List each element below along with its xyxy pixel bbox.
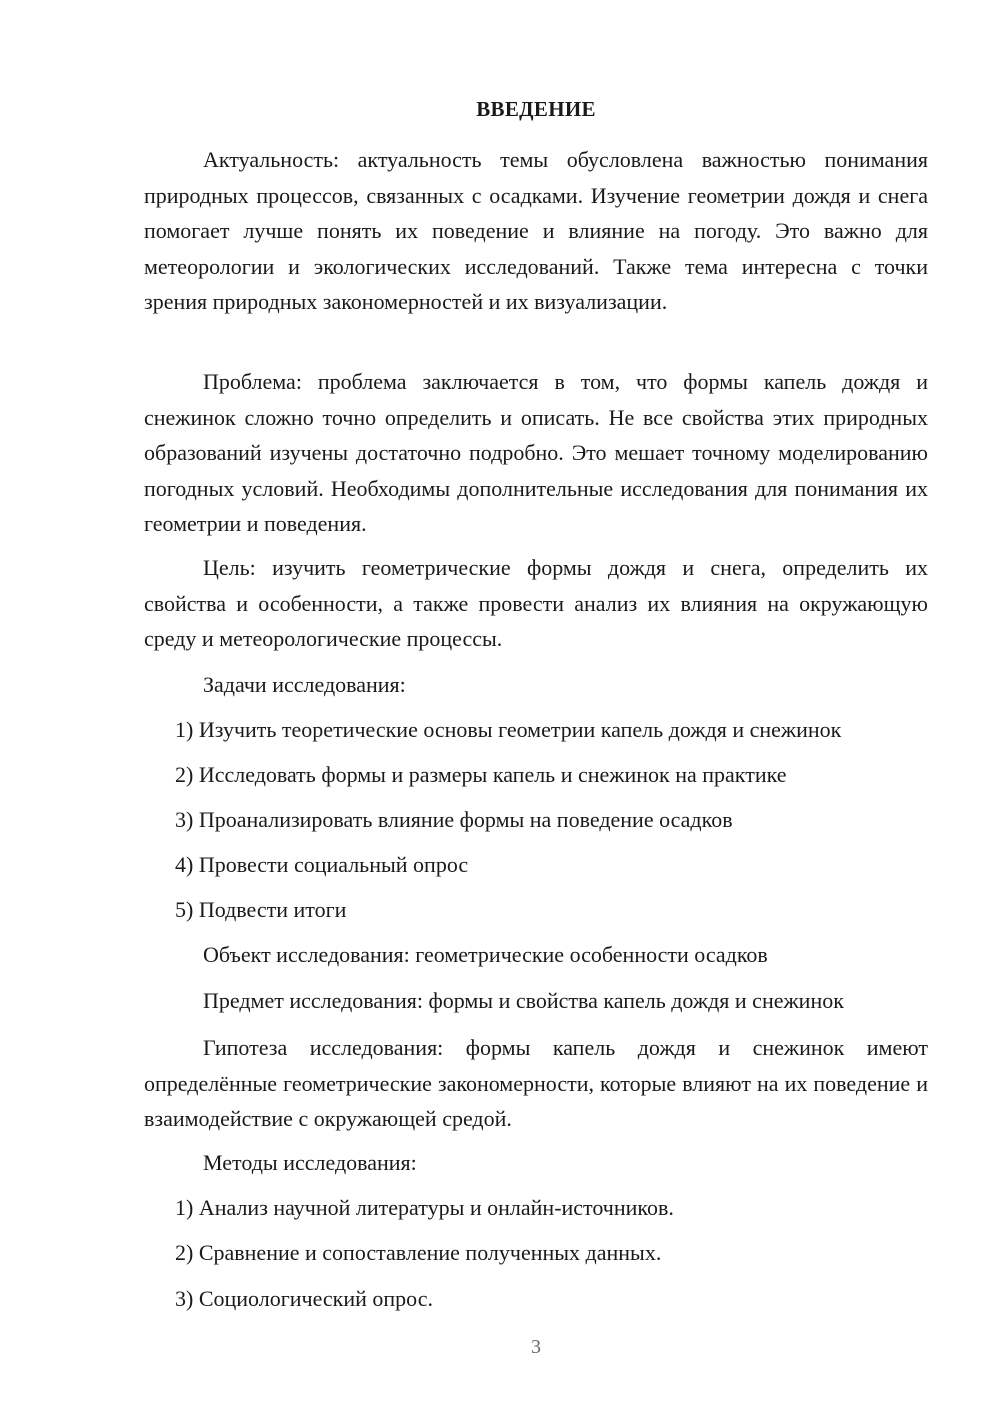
method-item: 2) Сравнение и сопоставление полученных данных. [175, 1240, 662, 1265]
method-item: 1) Анализ научной литературы и онлайн-источников. [175, 1195, 674, 1220]
section-title: ВВЕДЕНИЕ [476, 97, 596, 121]
task-item: 5) Подвести итоги [175, 897, 347, 922]
methods-heading: Методы исследования: [203, 1150, 417, 1175]
paragraph-relevance: Актуальность: актуальность темы обусловлена важностью понимания природных процессов, связанных с осадками. Изучение геометрии дождя и снега помогает лучше понять их поведение и влияние на погоду. Это важно для метеорологии и экологических исследований. Также тема интересна с точки зрения природных закономерностей и их визуализации. [144, 147, 928, 314]
research-subject: Предмет исследования: формы и свойства капель дождя и снежинок [203, 988, 844, 1013]
page-number: 3 [531, 1336, 541, 1358]
task-item: 4) Провести социальный опрос [175, 852, 469, 877]
task-item: 3) Проанализировать влияние формы на поведение осадков [175, 807, 733, 832]
task-item: 1) Изучить теоретические основы геометрии капель дождя и снежинок [175, 717, 842, 742]
paragraph-goal: Цель: изучить геометрические формы дождя и снега, определить их свойства и особенности, а также провести анализ их влияния на окружающую среду и метеорологические процессы. [144, 555, 928, 651]
task-item: 2) Исследовать формы и размеры капель и снежинок на практике [175, 762, 787, 787]
paragraph-problem: Проблема: проблема заключается в том, что формы капель дождя и снежинок сложно точно определить и описать. Не все свойства этих природных образований изучены достаточно подробно. Это мешает точному моделированию погодных условий. Необходимы дополнительные исследования для понимания их геометрии и поведения. [144, 369, 928, 536]
research-object: Объект исследования: геометрические особенности осадков [203, 942, 768, 967]
method-item: 3) Социологический опрос. [175, 1286, 433, 1311]
document-page [144, 0, 928, 1414]
tasks-heading: Задачи исследования: [203, 672, 406, 697]
paragraph-hypothesis: Гипотеза исследования: формы капель дождя и снежинок имеют определённые геометрические закономерности, которые влияют на их поведение и взаимодействие с окружающей средой. [144, 1035, 928, 1131]
